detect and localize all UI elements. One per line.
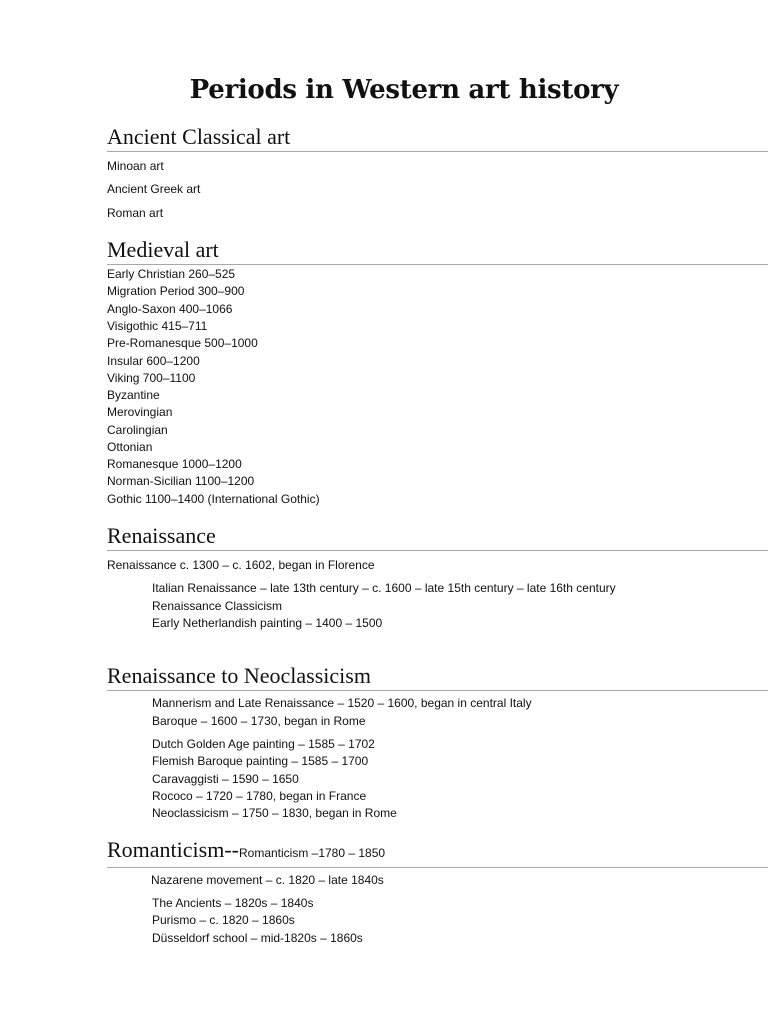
list-item: Ottonian xyxy=(107,440,153,454)
list-item: Pre-Romanesque 500–1000 xyxy=(107,336,258,350)
list-item: Early Netherlandish painting – 1400 – 1500 xyxy=(152,616,383,630)
list-item: Neoclassicism – 1750 – 1830, began in Rome xyxy=(152,806,397,820)
list-item: Early Christian 260–525 xyxy=(107,267,236,281)
list-item: Insular 600–1200 xyxy=(107,354,200,368)
list-item: Düsseldorf school – mid-1820s – 1860s xyxy=(152,931,363,945)
section-heading-medieval: Medieval art xyxy=(107,236,768,265)
page-title: Periods in Western art history xyxy=(189,75,619,105)
list-item: Purismo – c. 1820 – 1860s xyxy=(152,913,295,927)
list-item: Carolingian xyxy=(107,423,168,437)
list-item: Italian Renaissance – late 13th century – c. 1600 – late 15th century – late 16th century xyxy=(152,581,616,595)
list-item: Norman-Sicilian 1100–1200 xyxy=(107,474,255,488)
section-heading-romanticism-inline: Romanticism –1780 – 1850 xyxy=(238,846,386,860)
list-item: Baroque – 1600 – 1730, began in Rome xyxy=(152,714,366,728)
list-item: Migration Period 300–900 xyxy=(107,284,245,298)
list-item: Nazarene movement – c. 1820 – late 1840s xyxy=(151,873,384,887)
list-item: Romanesque 1000–1200 xyxy=(107,457,242,471)
section-heading-neoclassicism: Renaissance to Neoclassicism xyxy=(107,662,768,691)
list-item: Rococo – 1720 – 1780, began in France xyxy=(152,789,367,803)
section-heading-romanticism-text: Romanticism-- xyxy=(107,837,239,862)
list-item: Visigothic 415–711 xyxy=(107,319,208,333)
list-item: Byzantine xyxy=(107,388,160,402)
list-item: Anglo-Saxon 400–1066 xyxy=(107,302,233,316)
list-item: The Ancients – 1820s – 1840s xyxy=(152,896,314,910)
section-heading-renaissance: Renaissance xyxy=(107,522,768,551)
list-item: Roman art xyxy=(107,206,164,220)
list-item: Gothic 1100–1400 (International Gothic) xyxy=(107,492,320,506)
section-heading-romanticism xyxy=(107,836,768,868)
list-item: Renaissance c. 1300 – c. 1602, began in Florence xyxy=(107,558,375,572)
list-item: Merovingian xyxy=(107,405,173,419)
list-item: Dutch Golden Age painting – 1585 – 1702 xyxy=(152,737,375,751)
list-item: Flemish Baroque painting – 1585 – 1700 xyxy=(152,754,369,768)
section-heading-ancient: Ancient Classical art xyxy=(107,123,768,152)
list-item: Caravaggisti – 1590 – 1650 xyxy=(152,772,299,786)
list-item: Mannerism and Late Renaissance – 1520 – 1600, began in central Italy xyxy=(152,696,532,710)
list-item: Viking 700–1100 xyxy=(107,371,196,385)
list-item: Minoan art xyxy=(107,159,164,173)
list-item: Ancient Greek art xyxy=(107,182,201,196)
list-item: Renaissance Classicism xyxy=(152,599,283,613)
